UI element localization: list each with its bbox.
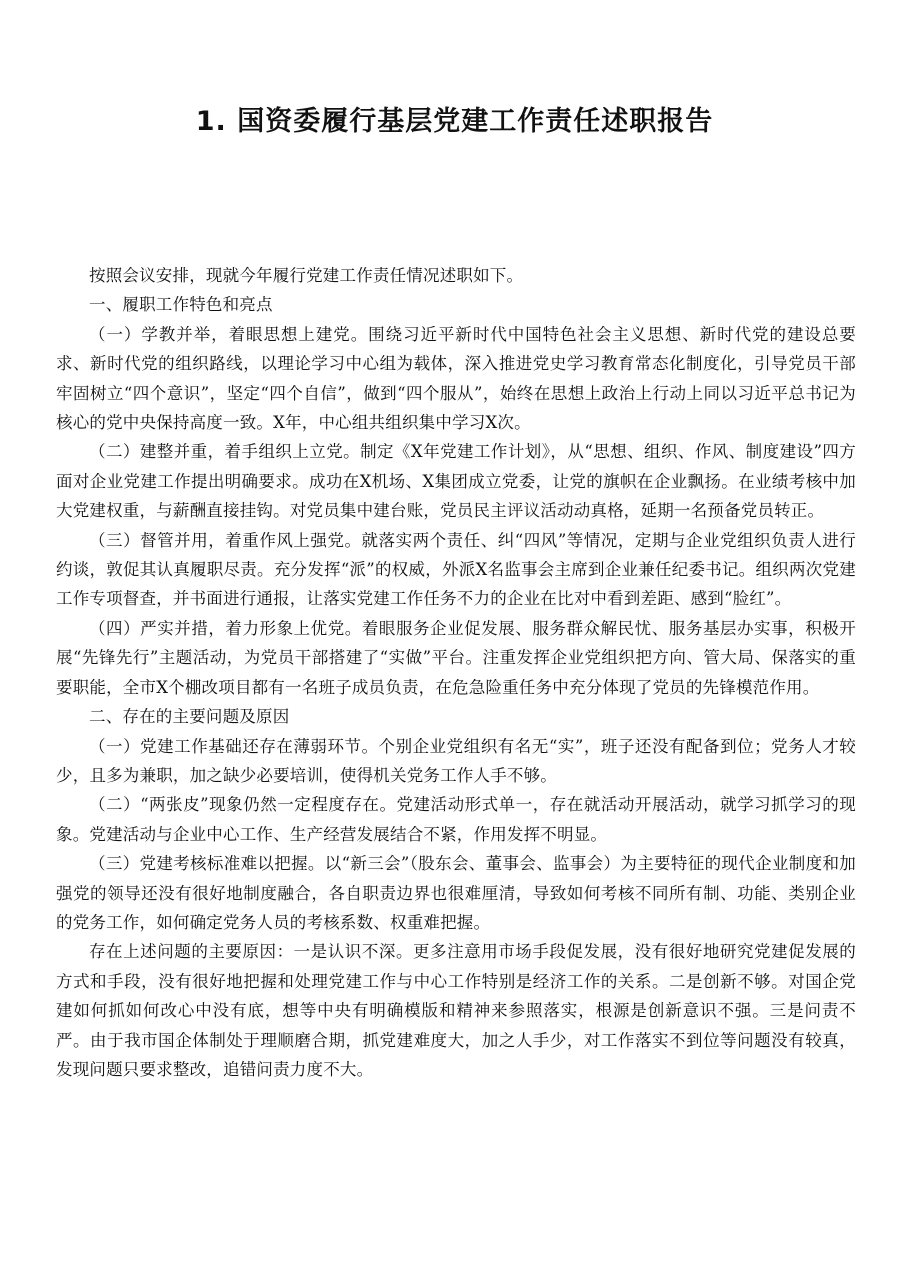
paragraph-problem-2: （二）“两张皮”现象仍然一定程度存在。党建活动形式单一，存在就活动开展活动，就学习抓学习的现象。党建活动与企业中心工作、生产经营发展结合不紧，作用发挥不明显。	[56, 795, 856, 844]
section-heading-problems: 二、存在的主要问题及原因	[89, 707, 290, 727]
paragraph-intro: 按照会议安排，现就今年履行党建工作责任情况述职如下。	[89, 266, 524, 285]
paragraph-problem-1: （一）党建工作基础还存在薄弱环节。个别企业党组织有名无“实”，班子还没有配备到位；党务人才较少，且多为兼职，加之缺少必要培训，使得机关党务工作人手不够。	[56, 736, 856, 785]
section-heading-highlights: 一、履职工作特色和亮点	[89, 295, 273, 315]
paragraph-causes: 存在上述问题的主要原因：一是认识不深。更多注意用市场手段促发展，没有很好地研究党建促发展的方式和手段，没有很好地把握和处理党建工作与中心工作特别是经济工作的关系。二是创新不够。对国企党建如何抓如何改心中没有底，想等中央有明确模版和精神来参照落实，根源是创新意识不强。三是问责不严。由于我市国企体制处于理顺磨合期，抓党建难度大，加之人手少，对工作落实不到位等问题没有较真，发现问题只要求整改，追错问责力度不大。	[56, 942, 856, 1079]
paragraph-highlight-1: （一）学教并举，着眼思想上建党。围绕习近平新时代中国特色社会主义思想、新时代党的建设总要求、新时代党的组织路线，以理论学习中心组为载体，深入推进党史学习教育常态化制度化，引导党员干部牢固树立“四个意识”，坚定“四个自信”，做到“四个服从”，始终在思想上政治上行动上同以习近平总书记为核心的党中央保持高度一致。X年，中心组共组织集中学习X次。	[56, 324, 856, 433]
paragraph-highlight-4: （四）严实并措，着力形象上优党。着眼服务企业促发展、服务群众解民忧、服务基层办实事，积极开展“先锋先行”主题活动，为党员干部搭建了“实做”平台。注重发挥企业党组织把方向、管大局、保落实的重要职能，全市X个棚改项目都有一名班子成员负责，在危急险重任务中充分体现了党员的先锋模范作用。	[56, 618, 856, 697]
document-title: 1. 国资委履行基层党建工作责任述职报告	[195, 106, 714, 137]
document-body	[56, 261, 856, 1084]
paragraph-problem-3: （三）党建考核标准难以把握。以“新三会”（股东会、董事会、监事会）为主要特征的现代企业制度和加强党的领导还没有很好地制度融合，各自职责边界也很难厘清，导致如何考核不同所有制、功能、类别企业的党务工作，如何确定党务人员的考核系数、权重难把握。	[56, 854, 856, 932]
paragraph-highlight-3: （三）督管并用，着重作风上强党。就落实两个责任、纠“四风”等情况，定期与企业党组织负责人进行约谈，敦促其认真履职尽责。充分发挥“派”的权威，外派X名监事会主席到企业兼任纪委书记。组织两次党建工作专项督查，并书面进行通报，让落实党建工作任务不力的企业在比对中看到差距、感到“脸红”。	[56, 530, 856, 609]
paragraph-highlight-2: （二）建整并重，着手组织上立党。制定《X年党建工作计划》，从“思想、组织、作风、制度建设”四方面对企业党建工作提出明确要求。成功在X机场、X集团成立党委，让党的旗帜在企业飘扬。在业绩考核中加大党建权重，与薪酬直接挂钩。对党员集中建台账，党员民主评议活动动真格，延期一名预备党员转正。	[56, 442, 856, 521]
